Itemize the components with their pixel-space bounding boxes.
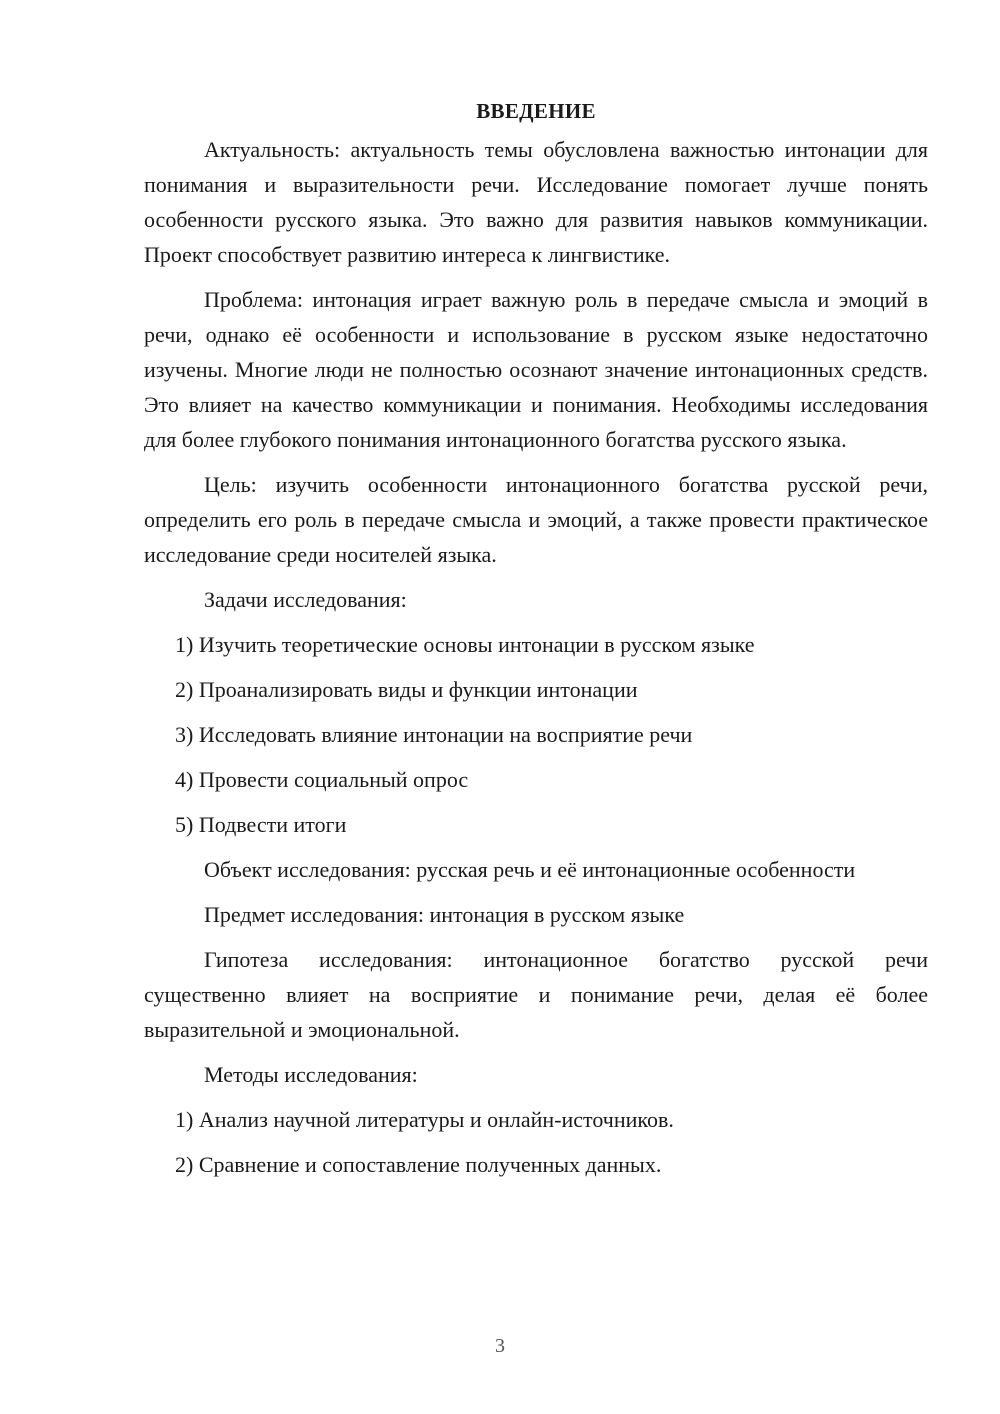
section-title: ВВЕДЕНИЕ [476, 99, 596, 123]
relevance-paragraph: Актуальность: актуальность темы обусловлена важностью интонации для понимания и выразительности речи. Исследование помогает лучше понять особенности русского языка. Это важно для развития навыков коммуникации. Проект способствует развитию интереса к лингвистике. [144, 137, 928, 267]
object-paragraph: Объект исследования: русская речь и её интонационные особенности [204, 857, 856, 882]
tasks-heading: Задачи исследования: [204, 587, 407, 612]
methods-heading: Методы исследования: [204, 1062, 418, 1087]
hypothesis-paragraph: Гипотеза исследования: интонационное богатство русской речи существенно влияет на восприятие и понимание речи, делая её более выразительной и эмоциональной. [144, 947, 928, 1042]
problem-paragraph: Проблема: интонация играет важную роль в передаче смысла и эмоций в речи, однако её особенности и использование в русском языке недостаточно изучены. Многие люди не полностью осознают значение интонационных средств. Это влияет на качество коммуникации и понимания. Необходимы исследования для более глубокого понимания интонационного богатства русского языка. [144, 287, 928, 452]
method-item: 1) Анализ научной литературы и онлайн-источников. [175, 1107, 674, 1132]
method-item: 2) Сравнение и сопоставление полученных данных. [175, 1152, 662, 1177]
task-item: 3) Исследовать влияние интонации на восприятие речи [175, 722, 693, 747]
subject-line: Предмет исследования: интонация в русском языке [204, 902, 685, 927]
page-number: 3 [495, 1335, 505, 1357]
task-item: 5) Подвести итоги [175, 812, 347, 837]
document-page [144, 96, 928, 1192]
goal-paragraph: Цель: изучить особенности интонационного богатства русской речи, определить его роль в передаче смысла и эмоций, а также провести практическое исследование среди носителей языка. [144, 472, 928, 567]
task-item: 1) Изучить теоретические основы интонации в русском языке [175, 632, 755, 657]
task-item: 4) Провести социальный опрос [175, 767, 469, 792]
task-item: 2) Проанализировать виды и функции интонации [175, 677, 638, 702]
